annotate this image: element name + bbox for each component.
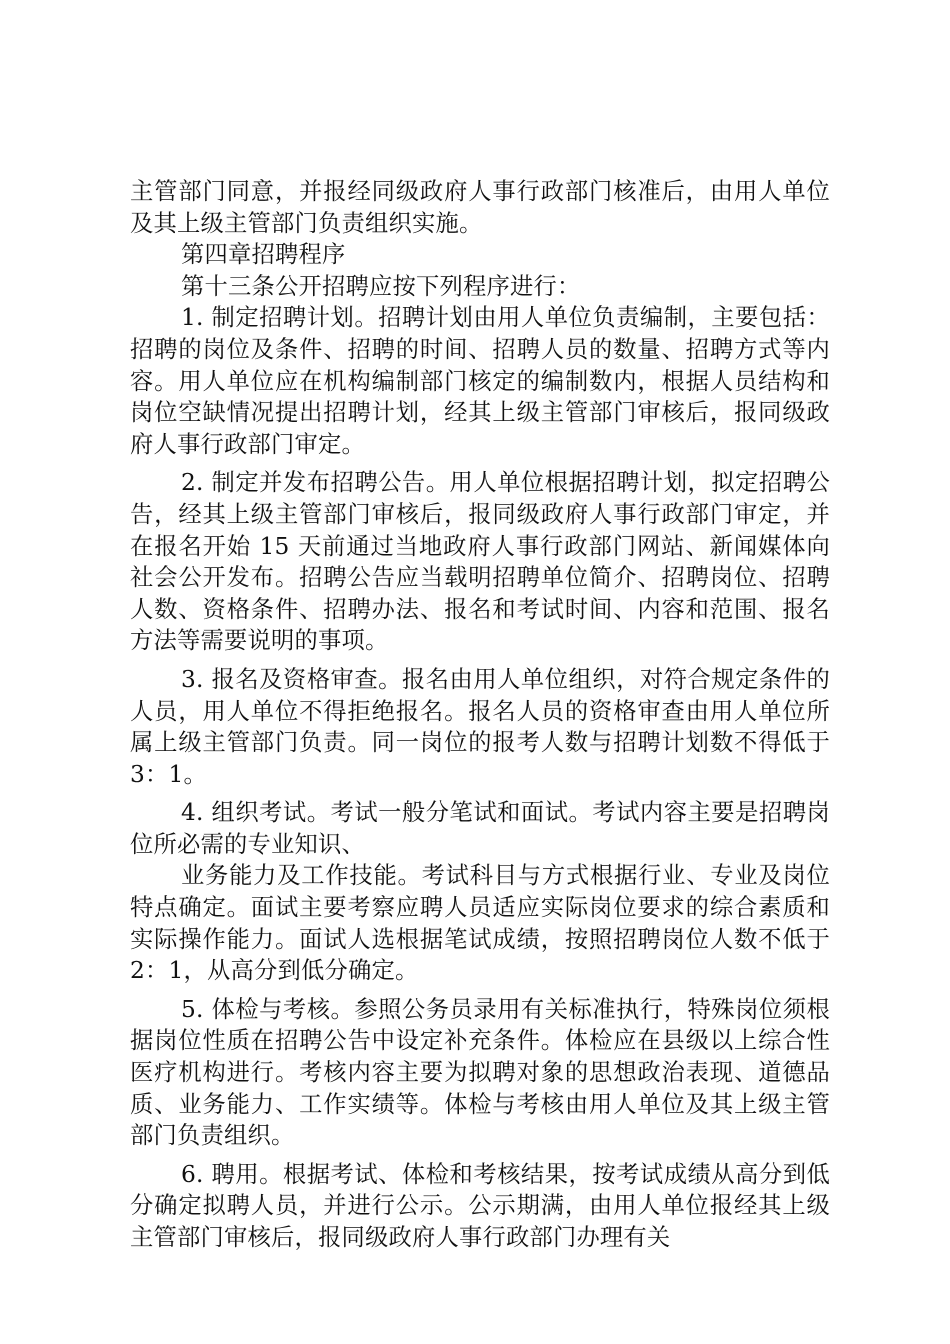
paragraph-item-4-continued: 业务能力及工作技能。考试科目与方式根据行业、专业及岗位特点确定。面试主要考察应聘人员适应实际岗位要求的综合素质和实际操作能力。面试人选根据笔试成绩，按照招聘岗位人数不低于 2：1，从高分到低分确定。 [130,862,830,985]
paragraph-item-1: 1. 制定招聘计划。招聘计划由用人单位负责编制，主要包括：招聘的岗位及条件、招聘的时间、招聘人员的数量、招聘方式等内容。用人单位应在机构编制部门核定的编制数内，根据人员结构和岗位空缺情况提出招聘计划，经其上级主管部门审核后，报同级政府人事行政部门审定。 [130,304,830,458]
article-heading: 第十三条公开招聘应按下列程序进行： [181,272,581,300]
paragraph-continuation: 主管部门同意，并报经同级政府人事行政部门核准后，由用人单位及其上级主管部门负责组织实施。 [130,178,830,237]
paragraph-item-2: 2. 制定并发布招聘公告。用人单位根据招聘计划，拟定招聘公告，经其上级主管部门审核后，报同级政府人事行政部门审定，并在报名开始 15 天前通过当地政府人事行政部门网站、新闻媒体向社会公开发布。招聘公告应当载明招聘单位简介、招聘岗位、招聘人数、资格条件、招聘办法、报名和考试时间、内容和范围、报名方法等需要说明的事项。 [130,469,830,655]
chapter-heading: 第四章招聘程序 [181,241,346,269]
paragraph-item-5: 5. 体检与考核。参照公务员录用有关标准执行，特殊岗位须根据岗位性质在招聘公告中设定补充条件。体检应在县级以上综合性医疗机构进行。考核内容主要为拟聘对象的思想政治表现、道德品质、业务能力、工作实绩等。体检与考核由用人单位及其上级主管部门负责组织。 [130,995,830,1150]
paragraph-item-6: 6. 聘用。根据考试、体检和考核结果，按考试成绩从高分到低分确定拟聘人员，并进行公示。公示期满，由用人单位报经其上级主管部门审核后，报同级政府人事行政部门办理有关 [130,1160,830,1251]
document-body [130,176,830,1254]
paragraph-item-4: 4. 组织考试。考试一般分笔试和面试。考试内容主要是招聘岗位所必需的专业知识、 [130,799,830,858]
paragraph-item-3: 3. 报名及资格审查。报名由用人单位组织，对符合规定条件的人员，用人单位不得拒绝报名。报名人员的资格审查由用人单位所属上级主管部门负责。同一岗位的报考人数与招聘计划数不得低于 3：1。 [130,665,830,788]
